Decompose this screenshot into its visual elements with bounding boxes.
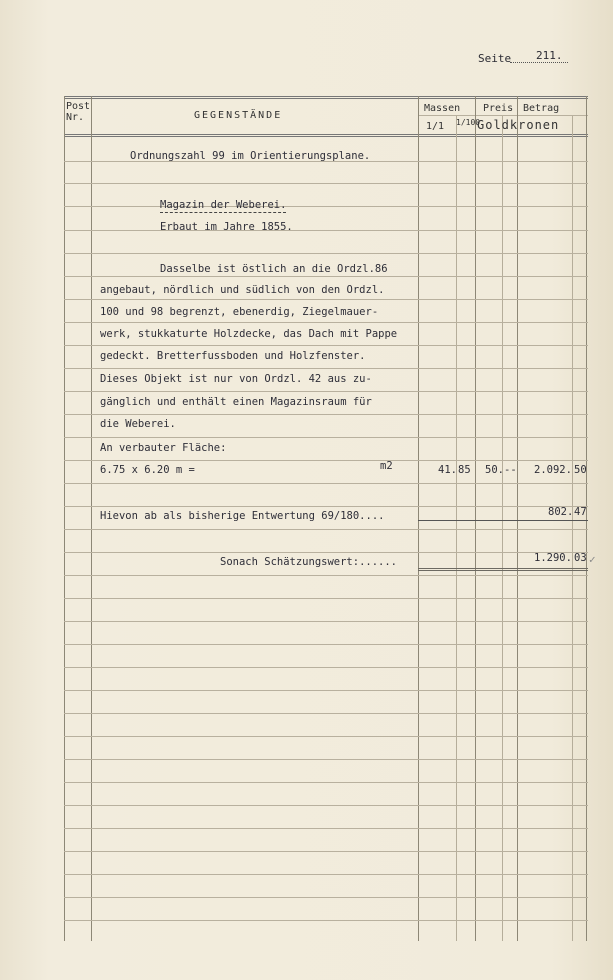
area-calc: 6.75 x 6.20 m =	[100, 464, 195, 476]
mass-int: 41.	[438, 464, 457, 476]
desc-line-6: Dieses Objekt ist nur von Ordzl. 42 aus zu-	[100, 373, 372, 385]
price-int: 50.	[485, 464, 504, 476]
page-number: Seite 211.	[478, 52, 511, 65]
total-label: Sonach Schätzungswert:......	[220, 556, 398, 568]
items-header: GEGENSTÄNDE	[194, 110, 283, 121]
mass-dec: 85	[458, 464, 471, 476]
ledger-table	[64, 96, 596, 941]
desc-line-7: gänglich und enthält einen Magazinsraum für	[100, 396, 372, 408]
deduct-label: Hievon ab als bisherige Entwertung 69/180....	[100, 510, 385, 522]
built-line: Erbaut im Jahre 1855.	[160, 221, 293, 233]
massen-1-100: 1/100	[456, 118, 481, 127]
price-dec: --	[504, 464, 517, 476]
deduct-dec: 47	[574, 506, 587, 518]
desc-line-3: 100 und 98 begrenzt, ebenerdig, Ziegelmauer-	[100, 306, 379, 318]
ordnungszahl-line: Ordnungszahl 99 im Orientierungsplane.	[130, 150, 371, 162]
massen-header: Massen	[424, 103, 461, 114]
desc-line-4: werk, stukkaturte Holzdecke, das Dach mit Pappe	[100, 328, 398, 340]
area-unit: m2	[380, 460, 393, 472]
preis-header: Preis	[483, 103, 514, 114]
total-dec: 03	[574, 552, 587, 564]
check-mark: ✓	[589, 553, 596, 566]
desc-line-8: die Weberei.	[100, 418, 176, 430]
massen-1-1: 1/1	[426, 121, 445, 132]
desc-line-1: Dasselbe ist östlich an die Ordzl.86	[160, 263, 388, 275]
deduct-int: 802.	[548, 506, 574, 518]
betrag-header: Betrag	[523, 103, 560, 114]
amount-int: 2.092.	[534, 464, 572, 476]
post-header: Post Nr.	[66, 101, 91, 123]
amount-dec: 50	[574, 464, 587, 476]
area-label: An verbauter Fläche:	[100, 442, 227, 454]
currency-header: Goldkronen	[477, 118, 560, 132]
desc-line-5: gedeckt. Bretterfussboden und Holzfenster.	[100, 350, 366, 362]
desc-line-2: angebaut, nördlich und südlich von den Ordzl.	[100, 284, 385, 296]
page-number-value: 211.	[536, 49, 563, 62]
total-int: 1.290.	[534, 552, 572, 564]
building-title: Magazin der Weberei.	[160, 199, 287, 211]
